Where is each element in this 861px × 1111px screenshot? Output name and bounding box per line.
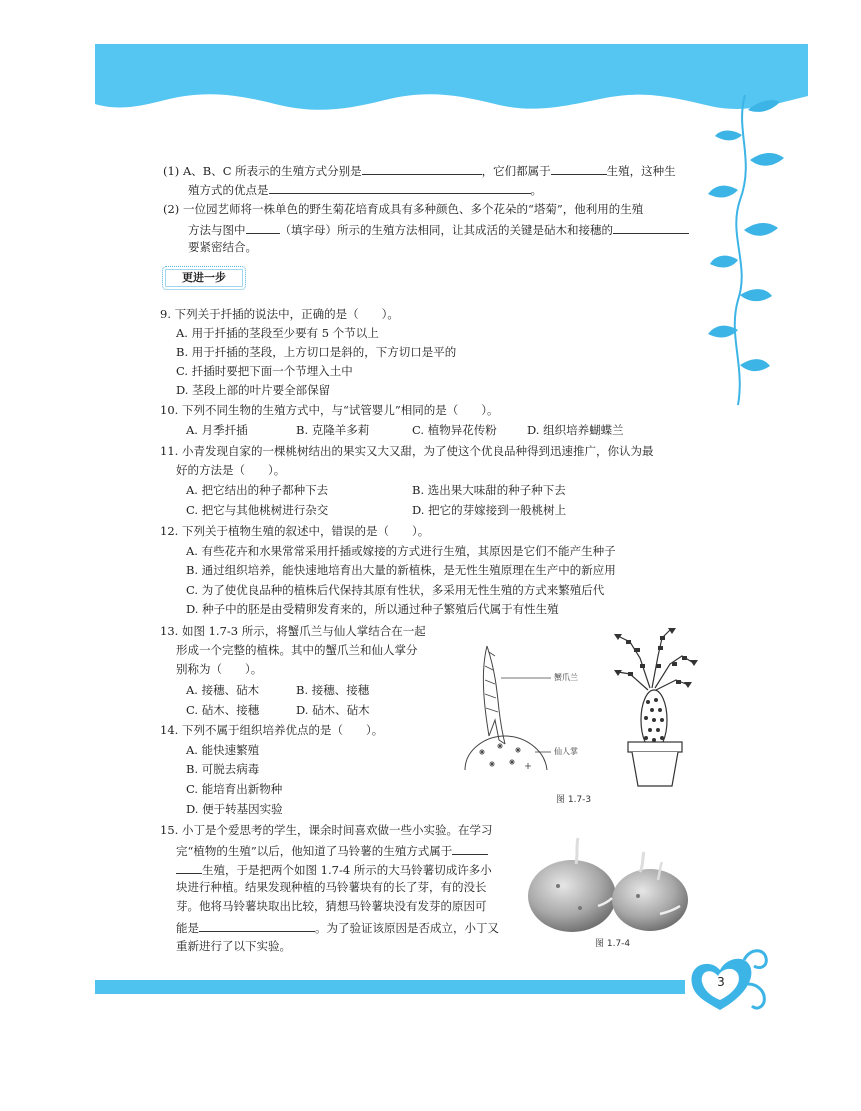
page-number: 3: [717, 975, 725, 989]
vine-decoration: [700, 90, 790, 410]
fig-1-7-3-label-bottom: 仙人掌: [554, 747, 578, 756]
q10-option-c: C. 植物异花传粉: [412, 423, 497, 437]
q13-option-a: A. 接穗、砧木: [186, 683, 260, 697]
q10-stem: 10. 下列不同生物的生殖方式中，与“试管婴儿”相同的是（ ）。: [160, 403, 499, 417]
fig-1-7-4-potatoes: [528, 836, 698, 934]
q11-stem-line2: 好的方法是（ ）。: [176, 463, 286, 477]
q11-stem-line1: 11. 小青发现自家的一棵桃树结出的果实又大又甜，为了使这个优良品种得到迅速推广，你认为最: [160, 444, 654, 458]
q13-stem-line3: 别称为（ ）。: [176, 662, 263, 676]
q11-option-d: D. 把它的芽嫁接到一般桃树上: [412, 503, 567, 517]
q14-option-d: D. 便于转基因实验: [186, 802, 283, 816]
q9-option-b: B. 用于扦插的茎段，上方切口是斜的，下方切口是平的: [176, 345, 457, 359]
q8-part1-line2: 殖方式的优点是 。: [188, 179, 542, 200]
q11-option-b: B. 选出果大味甜的种子种下去: [412, 483, 566, 497]
q13-stem-line1: 13. 如图 1.7-3 所示，将蟹爪兰与仙人掌结合在一起: [160, 624, 426, 638]
fig-1-7-4-caption: 图 1.7-4: [595, 939, 631, 949]
q9-option-c: C. 扦插时要把下面一个节埋入土中: [176, 364, 353, 378]
q15-line5: 芽。他将马铃薯块取出比较，猜想马铃薯块没有发芽的原因可: [176, 899, 487, 913]
q15-line1: 15. 小丁是个爱思考的学生，课余时间喜欢做一些小实验。在学习: [160, 823, 493, 837]
fig-1-7-3-detail-drawing: [455, 640, 605, 780]
q15-line2: 完“植物的生殖”以后，他知道了马铃薯的生殖方式属于: [176, 840, 488, 861]
q14-stem: 14. 下列不属于组织培养优点的是（ ）。: [160, 723, 384, 737]
q8-part1-line1: (1) A、B、C 所表示的生殖方式分别是 ，它们都属于 生殖，这种生: [163, 160, 676, 181]
q10-option-a: A. 月季扦插: [186, 423, 248, 437]
q8-part2-line3: 要紧密结合。: [188, 240, 257, 254]
q9-option-a: A. 用于扦插的茎段至少要有 5 个节以上: [176, 326, 379, 340]
fig-1-7-3-potted-plant: [600, 628, 705, 790]
q8-part2-line1: (2) 一位园艺师将一株单色的野生菊花培育成具有多种颜色、多个花朵的“塔菊”，他利用的生殖: [163, 202, 644, 216]
q15-line4: 块进行种植。结果发现种植的马铃薯块有的长了芽，有的没长: [176, 880, 487, 894]
footer-bar: [95, 980, 685, 994]
q14-option-c: C. 能培育出新物种: [186, 782, 283, 796]
q10-option-b: B. 克隆羊多莉: [296, 423, 370, 437]
q11-option-a: A. 把它结出的种子都种下去: [186, 483, 329, 497]
fig-1-7-3-caption: 图 1.7-3: [556, 795, 592, 805]
q12-option-d: D. 种子中的胚是由受精卵发育来的，所以通过种子繁殖后代属于有性生殖: [186, 602, 559, 616]
q13-stem-line2: 形成一个完整的植株。其中的蟹爪兰和仙人掌分: [176, 643, 418, 657]
fig-1-7-3-label-top: 蟹爪兰: [554, 673, 578, 682]
section-badge: 更进一步: [162, 266, 246, 290]
q10-option-d: D. 组织培养蝴蝶兰: [527, 423, 624, 437]
q13-option-b: B. 接穗、接穗: [296, 683, 370, 697]
q11-option-c: C. 把它与其他桃树进行杂交: [186, 503, 329, 517]
q13-option-d: D. 砧木、砧木: [296, 703, 370, 717]
q14-option-b: B. 可脱去病毒: [186, 762, 260, 776]
q12-option-c: C. 为了使优良品种的植株后代保持其原有性状，多采用无性生殖的方式来繁殖后代: [186, 583, 605, 597]
q12-stem: 12. 下列关于植物生殖的叙述中，错误的是（ ）。: [160, 524, 430, 538]
q12-option-a: A. 有些花卉和水果常常采用扦插或嫁接的方式进行生殖，其原因是它们不能产生种子: [186, 544, 616, 558]
q13-option-c: C. 砧木、接穗: [186, 703, 260, 717]
q15-line7: 重新进行了以下实验。: [176, 939, 291, 953]
q9-option-d: D. 茎段上部的叶片要全部保留: [176, 383, 331, 397]
q8-part2-line2: 方法与图中 （填字母）所示的生殖方法相同，让其成活的关键是砧木和接穗的: [188, 219, 689, 240]
q15-line6: 能是 。为了验证该原因是否成立，小丁又: [176, 917, 499, 938]
q14-option-a: A. 能快速繁殖: [186, 743, 260, 757]
q9-stem: 9. 下列关于扦插的说法中，正确的是（ ）。: [160, 307, 399, 321]
q15-line3: 生殖，于是把两个如图 1.7-4 所示的大马铃薯切成许多小: [176, 859, 492, 880]
q12-option-b: B. 通过组织培养，能快速地培育出大量的新植株，是无性生殖原理在生产中的新应用: [186, 563, 616, 577]
